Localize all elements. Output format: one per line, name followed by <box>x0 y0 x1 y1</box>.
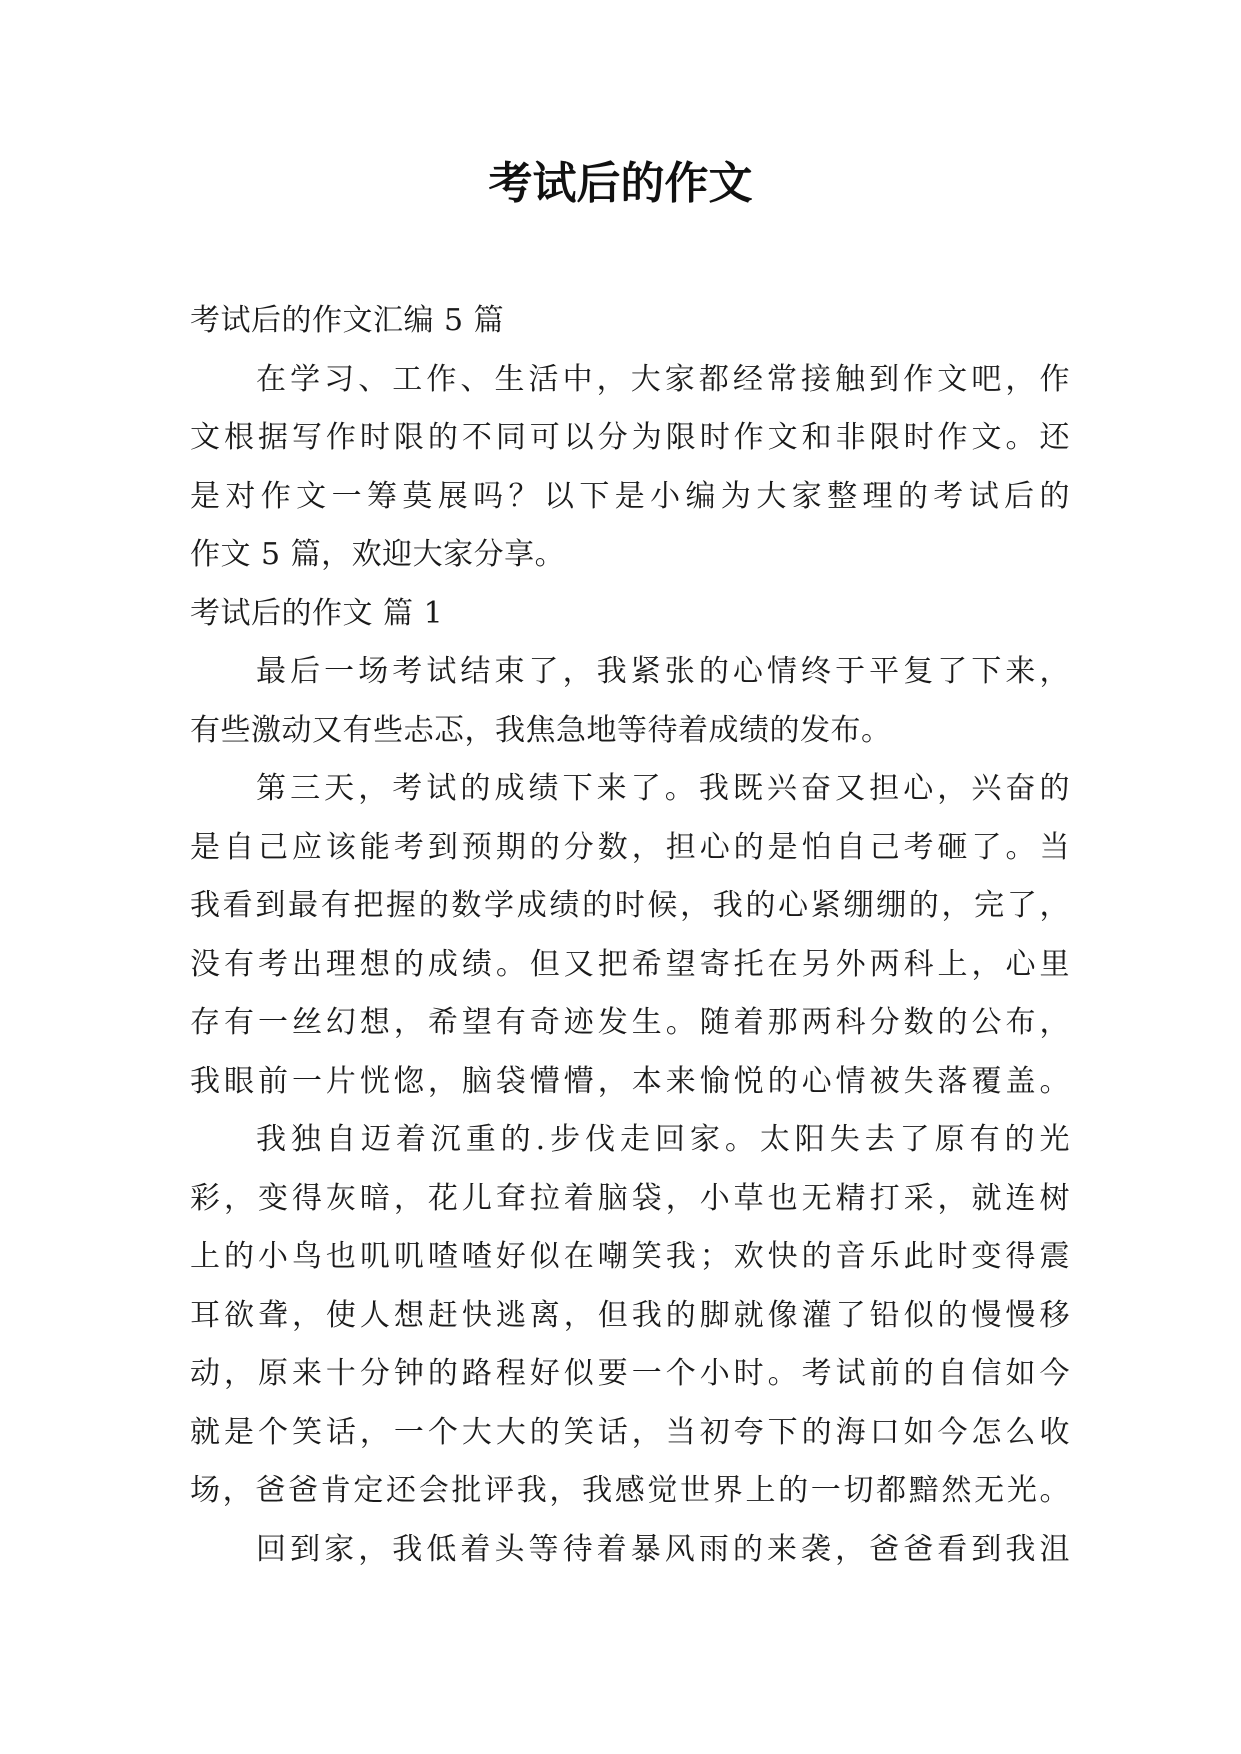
text-line: 作文 5 篇，欢迎大家分享。 <box>190 537 566 572</box>
text-line: 文根据写作时限的不同可以分为限时作文和非限时作文。还 <box>190 420 1070 455</box>
document-title: 考试后的作文 <box>488 158 753 209</box>
text-line: 在学习、工作、生活中，大家都经常接触到作文吧，作 <box>256 361 1070 397</box>
text-line: 考试后的作文汇编 5 篇 <box>190 303 505 338</box>
document-body <box>190 292 1070 1579</box>
text-line: 动，原来十分钟的路程好似要一个小时。考试前的自信如今 <box>190 1356 1070 1391</box>
text-line: 彩，变得灰暗，花儿耷拉着脑袋，小草也无精打采，就连树 <box>190 1180 1070 1216</box>
text-line: 存有一丝幻想，希望有奇迹发生。随着那两科分数的公布， <box>190 1005 1070 1040</box>
text-line: 第三天，考试的成绩下来了。我既兴奋又担心，兴奋的 <box>256 771 1070 806</box>
text-line: 没有考出理想的成绩。但又把希望寄托在另外两科上，心里 <box>190 946 1070 982</box>
text-line: 考试后的作文 篇 1 <box>190 595 444 631</box>
text-line: 我眼前一片恍惚，脑袋懵懵，本来愉悦的心情被失落覆盖。 <box>190 1063 1070 1099</box>
text-line: 上的小鸟也叽叽喳喳好似在嘲笑我；欢快的音乐此时变得震 <box>190 1239 1070 1274</box>
text-line: 我看到最有把握的数学成绩的时候，我的心紧绷绷的，完了， <box>190 888 1070 923</box>
text-line: 是自己应该能考到预期的分数，担心的是怕自己考砸了。当 <box>190 829 1070 865</box>
text-line: 就是个笑话，一个大大的笑话，当初夸下的海口如今怎么收 <box>190 1414 1070 1450</box>
text-line: 最后一场考试结束了，我紧张的心情终于平复了下来， <box>256 654 1070 689</box>
text-line: 场，爸爸肯定还会批评我，我感觉世界上的一切都黯然无光。 <box>190 1473 1070 1508</box>
text-line: 有些激动又有些忐忑，我焦急地等待着成绩的发布。 <box>190 712 892 748</box>
text-line: 回到家，我低着头等待着暴风雨的来袭，爸爸看到我沮 <box>256 1531 1070 1567</box>
text-line: 我独自迈着沉重的.步伐走回家。太阳失去了原有的光 <box>256 1122 1070 1157</box>
text-line: 是对作文一筹莫展吗？以下是小编为大家整理的考试后的 <box>190 478 1070 514</box>
text-line: 耳欲聋，使人想赶快逃离，但我的脚就像灌了铅似的慢慢移 <box>190 1297 1070 1333</box>
